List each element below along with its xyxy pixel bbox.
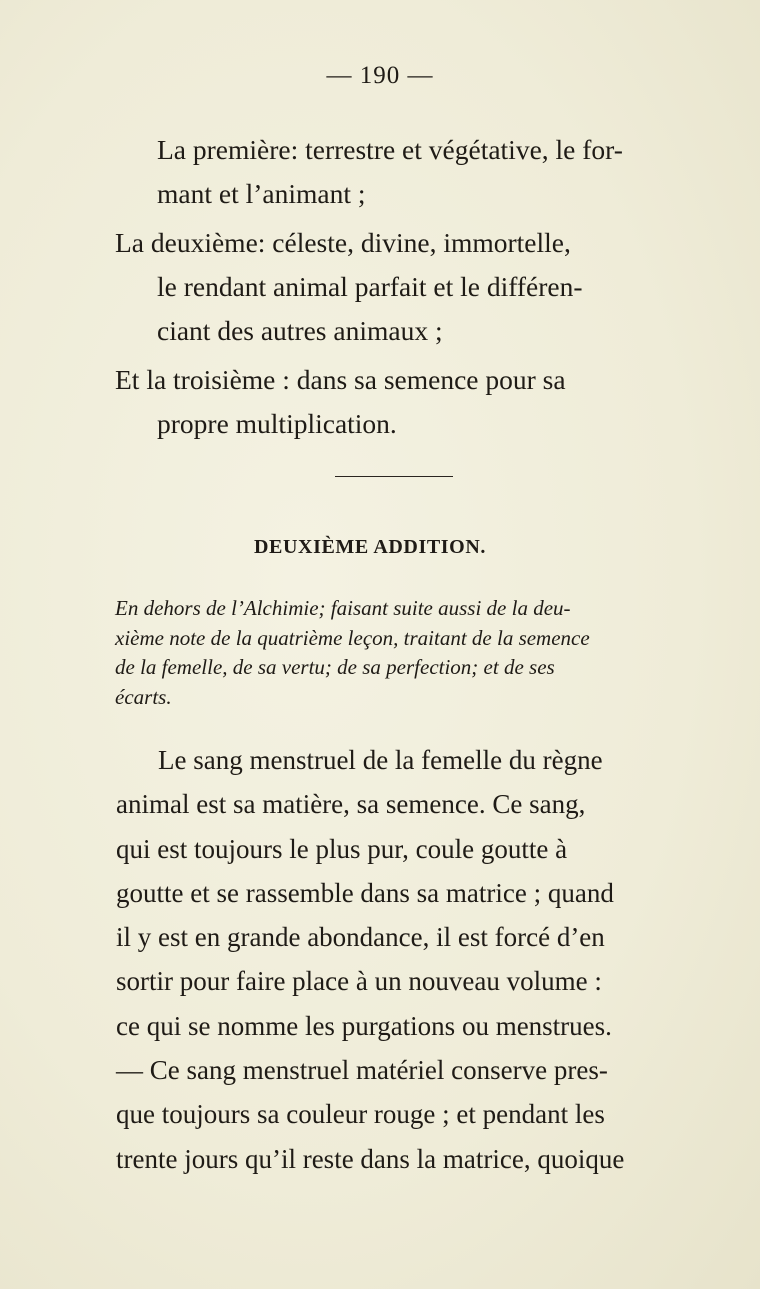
- paragraph-deuxieme: [115, 221, 705, 353]
- text-line: ciant des autres animaux ;: [157, 315, 443, 346]
- text-line: ce qui se nomme les purgations ou menstrues.: [116, 1010, 612, 1041]
- text-line: animal est sa matière, sa semence. Ce sang,: [116, 789, 586, 820]
- section-summary: [115, 594, 710, 712]
- summary-line: de la femelle, de sa vertu; de sa perfection; et de ses: [115, 655, 555, 679]
- text-line: sortir pour faire place à un nouveau volume :: [116, 966, 602, 997]
- text-line: goutte et se rassemble dans sa matrice ; quand: [116, 877, 614, 908]
- text-line: le rendant animal parfait et le différen-: [157, 271, 583, 302]
- text-line: La deuxième: céleste, divine, immortelle,: [115, 227, 571, 258]
- text-line: trente jours qu’il reste dans la matrice, quoique: [116, 1143, 625, 1174]
- summary-line: xième note de la quatrième leçon, traitant de la semence: [115, 625, 590, 650]
- text-line: La première: terrestre et végétative, le for-: [157, 134, 623, 165]
- text-line: propre multiplication.: [157, 408, 397, 439]
- text-line: mant et l’animant ;: [157, 178, 366, 209]
- text-line: que toujours sa couleur rouge ; et pendant les: [116, 1099, 605, 1130]
- text-line: Et la troisième : dans sa semence pour sa: [115, 364, 566, 395]
- body-paragraph: [116, 738, 708, 1181]
- section-divider: [335, 476, 453, 477]
- summary-line: En dehors de l’Alchimie; faisant suite aussi de la deu-: [115, 596, 571, 620]
- text-line: Le sang menstruel de la femelle du règne: [158, 745, 603, 775]
- paragraph-premiere: [115, 128, 705, 216]
- section-title: DEUXIÈME ADDITION.: [254, 536, 486, 558]
- page-number: — 190 —: [326, 62, 434, 89]
- paragraph-troisieme: [115, 358, 705, 446]
- text-line: — Ce sang menstruel matériel conserve pres-: [116, 1055, 608, 1086]
- text-line: il y est en grande abondance, il est forcé d’en: [116, 922, 605, 953]
- text-line: qui est toujours le plus pur, coule goutte à: [116, 833, 568, 864]
- summary-line: écarts.: [115, 684, 172, 709]
